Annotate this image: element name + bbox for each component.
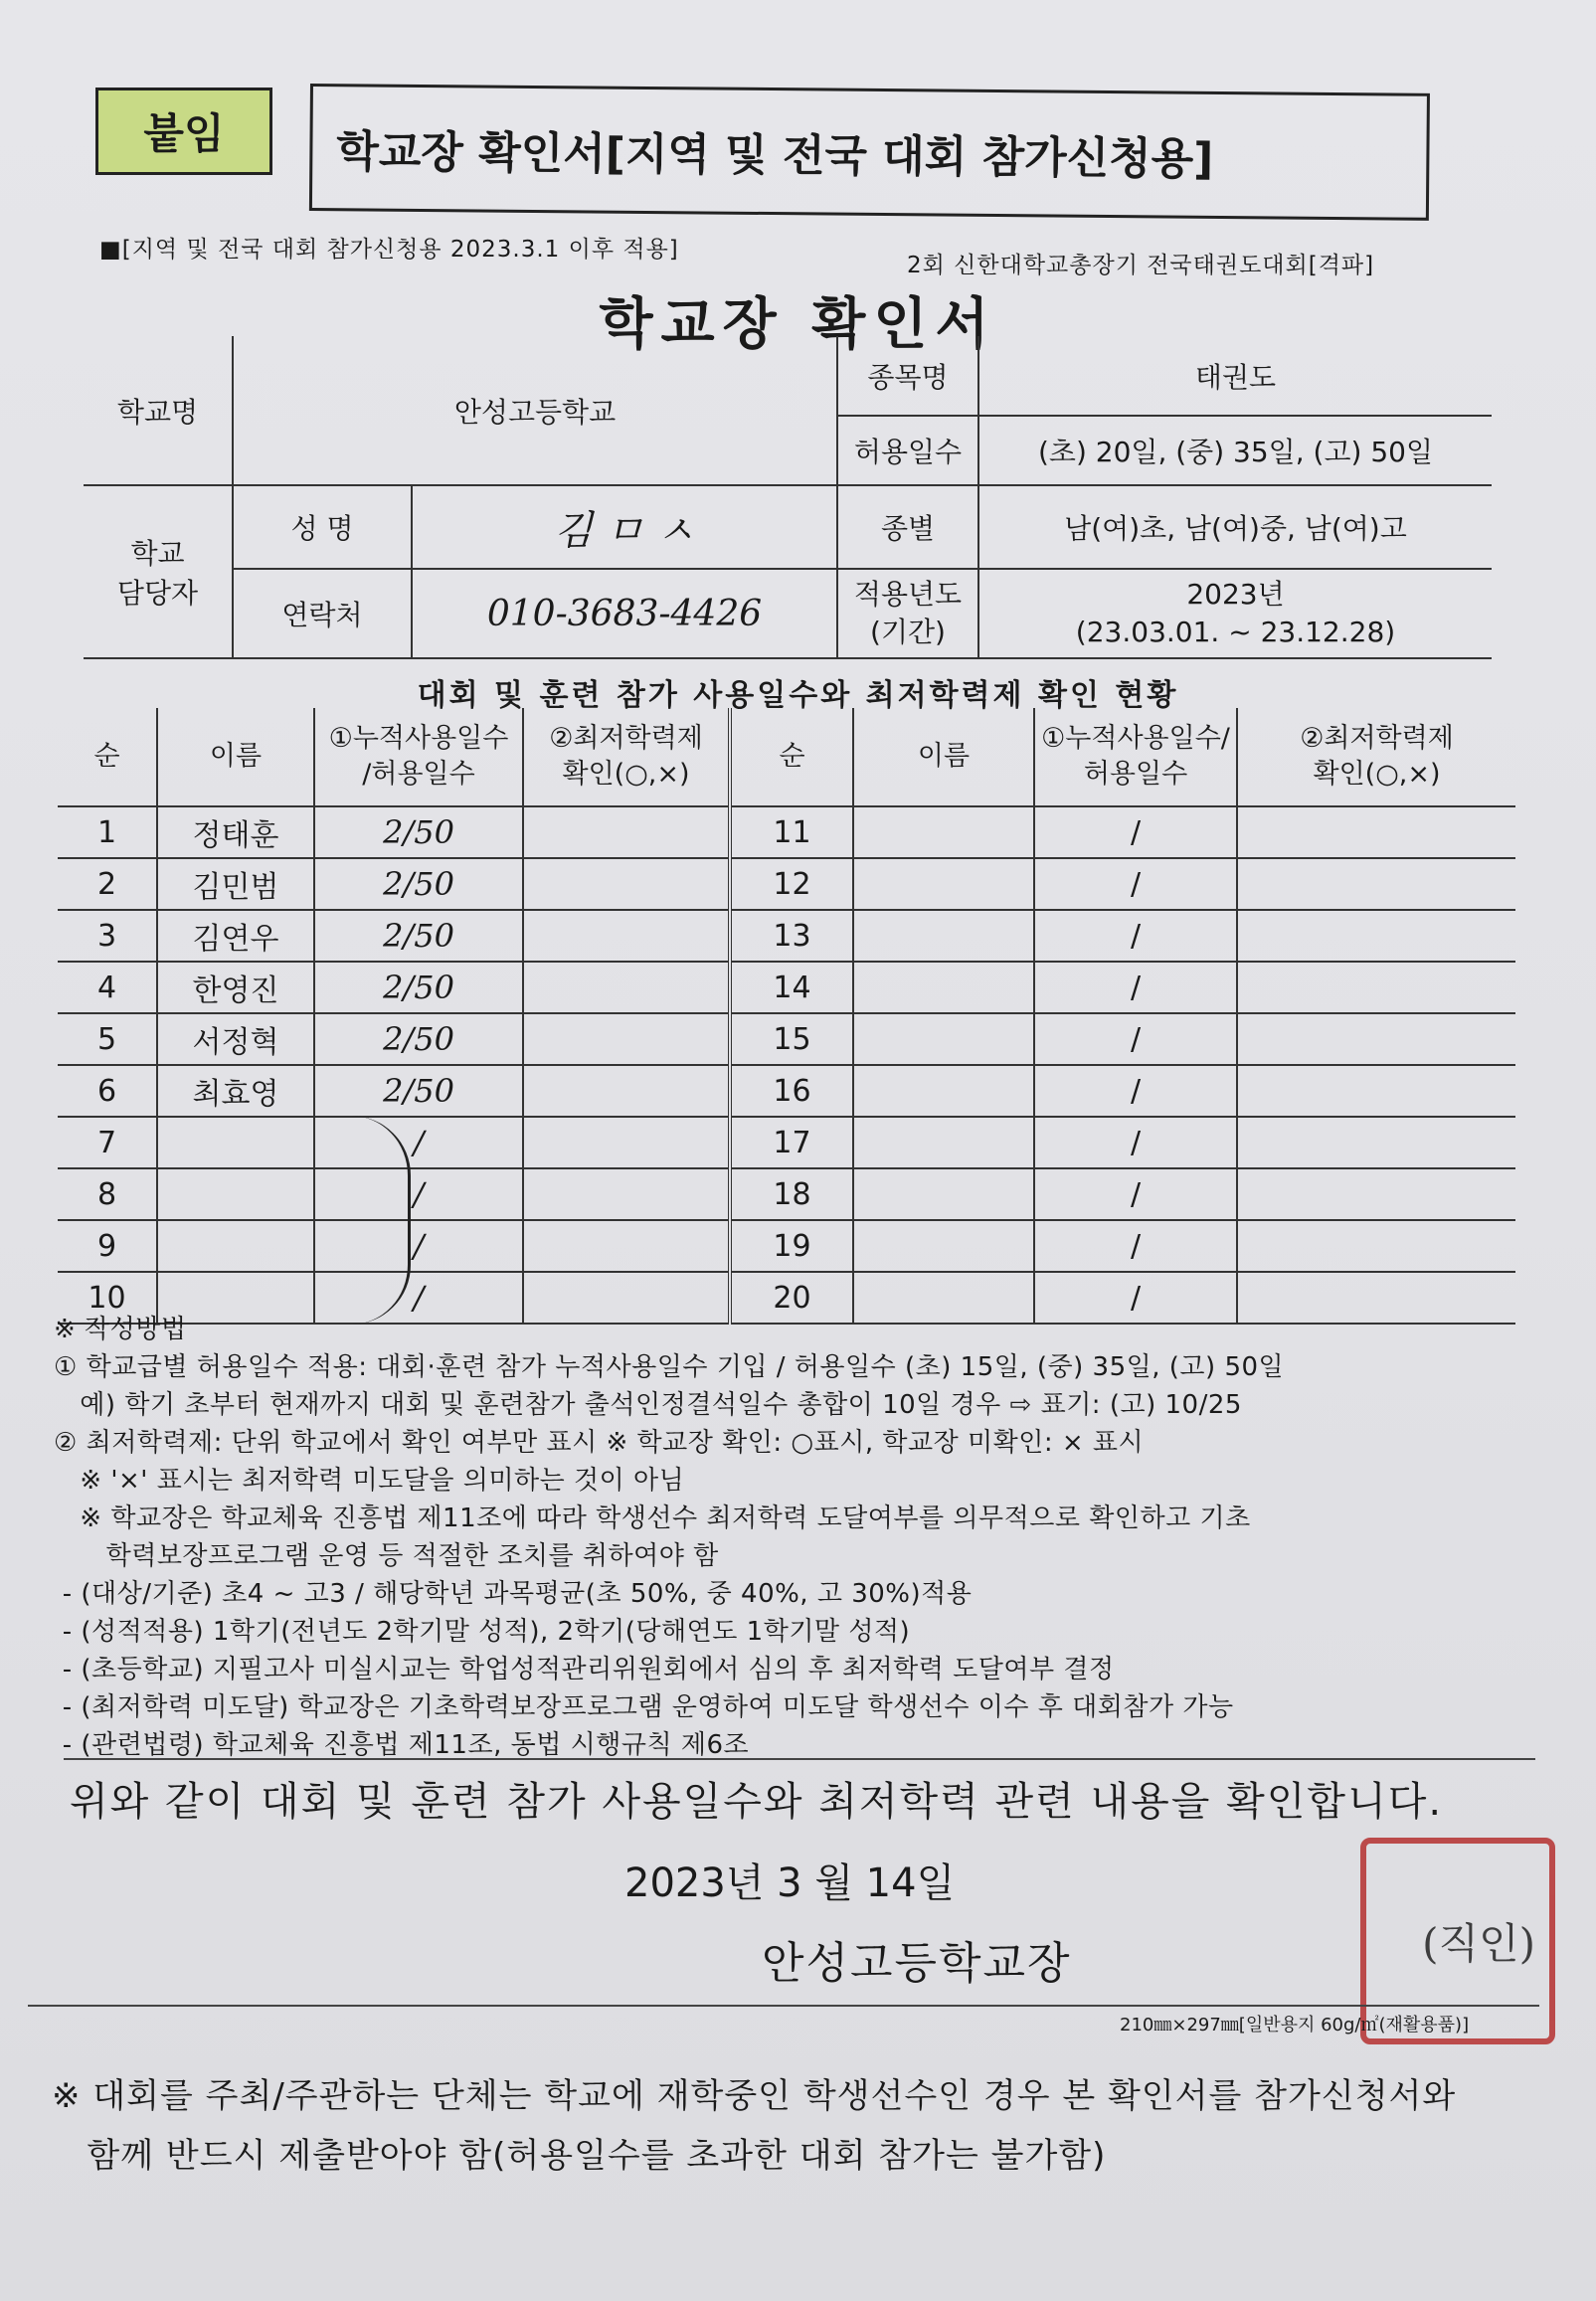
cell-check [523, 806, 730, 858]
cell-no-right: 15 [730, 1013, 853, 1065]
cell-days: 2/50 [314, 1013, 523, 1065]
cell-name: 서정혁 [157, 1013, 314, 1065]
cell-no: 1 [58, 806, 157, 858]
cell-no-right: 18 [730, 1168, 853, 1220]
divider-line [64, 1758, 1535, 1760]
table-row [58, 1220, 1515, 1272]
manager-label: 학교 담당자 [84, 485, 233, 658]
method-line: 학력보장프로그램 운영 등 적절한 조치를 취하여야 함 [54, 1541, 719, 1571]
document-heading: 학교장 확인서[지역 및 전국 대회 참가신청용] [309, 84, 1430, 221]
principal-title: 안성고등학교장 [762, 1938, 1072, 1989]
roster-table [58, 708, 1515, 1325]
sport-value: 태권도 [978, 336, 1492, 416]
table-row [58, 1013, 1515, 1065]
cell-no-right: 17 [730, 1117, 853, 1168]
divider-line-bottom [28, 2005, 1539, 2007]
header-days-right: ①누적사용일수/ 허용일수 [1034, 708, 1237, 806]
cell-check [523, 1117, 730, 1168]
cell-no-right: 20 [730, 1272, 853, 1324]
handwritten-bracket [328, 1116, 411, 1325]
method-line: 예) 학기 초부터 현재까지 대회 및 훈련참가 출석인정결석일수 총합이 10일 경우 ⇨ 표기: (고) 10/25 [54, 1390, 1242, 1420]
method-line: ※ 작성방법 [54, 1315, 187, 1344]
cell-name: 한영진 [157, 962, 314, 1013]
attachment-label: 붙임 [95, 88, 272, 175]
roster-body [58, 806, 1515, 1324]
cell-no: 4 [58, 962, 157, 1013]
allowed-days-value: (초) 20일, (중) 35일, (고) 50일 [978, 416, 1492, 485]
table-row [58, 910, 1515, 962]
table-row [58, 806, 1515, 858]
cell-name-right [853, 858, 1034, 910]
header-days: ①누적사용일수 /허용일수 [314, 708, 523, 806]
cell-no-right: 16 [730, 1065, 853, 1117]
cell-check-right [1237, 1013, 1515, 1065]
cell-name [157, 1117, 314, 1168]
cell-check-right [1237, 1168, 1515, 1220]
cell-name-right [853, 910, 1034, 962]
allowed-days-label: 허용일수 [837, 416, 978, 485]
cell-check [523, 1065, 730, 1117]
cell-check [523, 962, 730, 1013]
cell-check-right [1237, 806, 1515, 858]
table-row [58, 962, 1515, 1013]
method-line: ※ '×' 표시는 최저학력 미도달을 의미하는 것이 아님 [54, 1466, 685, 1496]
cell-days-right: / [1034, 962, 1237, 1013]
method-line: - (관련법령) 학교체육 진흥법 제11조, 동법 시행규칙 제6조 [54, 1730, 750, 1760]
cell-days: 2/50 [314, 1065, 523, 1117]
cell-check-right [1237, 858, 1515, 910]
confirmation-statement: 위와 같이 대회 및 훈련 참가 사용일수와 최저학력 관련 내용을 확인합니다. [70, 1779, 1444, 1825]
cell-days-right: / [1034, 1220, 1237, 1272]
school-info-table [84, 336, 1492, 659]
method-line: - (최저학력 미도달) 학교장은 기초학력보장프로그램 운영하여 미도달 학생선수 이수 후 대회참가 가능 [54, 1692, 1234, 1722]
cell-days-right: / [1034, 1272, 1237, 1324]
table-row [58, 1168, 1515, 1220]
category-value: 남(여)초, 남(여)중, 남(여)고 [978, 485, 1492, 569]
paper-spec: 210㎜×297㎜[일반용지 60g/㎡(재활용품)] [1120, 2015, 1470, 2036]
cell-name: 김연우 [157, 910, 314, 962]
cell-check [523, 910, 730, 962]
manager-name-signature: 김 ㅁ ㅅ [412, 485, 837, 569]
category-label: 종별 [837, 485, 978, 569]
cell-check-right [1237, 962, 1515, 1013]
header-no-right: 순 [730, 708, 853, 806]
method-line: ② 최저학력제: 단위 학교에서 확인 여부만 표시 ※ 학교장 확인: ○표시, 학교장 미확인: × 표시 [54, 1428, 1145, 1458]
manager-contact-label: 연락처 [233, 569, 412, 658]
year-value: 2023년 [1186, 578, 1285, 611]
cell-no: 7 [58, 1117, 157, 1168]
section-title: 대회 및 훈련 참가 사용일수와 최저학력제 확인 현황 [417, 678, 1179, 713]
event-name: 2회 신한대학교총장기 전국태권도대회[격파] [907, 253, 1375, 278]
cell-days-right: / [1034, 910, 1237, 962]
cell-no-right: 19 [730, 1220, 853, 1272]
cell-days-right: / [1034, 1168, 1237, 1220]
table-row [58, 1117, 1515, 1168]
cell-name [157, 1168, 314, 1220]
cell-days: 2/50 [314, 910, 523, 962]
applicability-note: ■[지역 및 전국 대회 참가신청용 2023.3.1 이후 적용] [99, 237, 679, 263]
cell-name-right [853, 806, 1034, 858]
cell-days: 2/50 [314, 962, 523, 1013]
cell-check [523, 1220, 730, 1272]
cell-no-right: 13 [730, 910, 853, 962]
cell-name: 김민범 [157, 858, 314, 910]
header-check-right: ②최저학력제 확인(○,×) [1237, 708, 1515, 806]
cell-check-right [1237, 1117, 1515, 1168]
method-line: - (초등학교) 지필고사 미실시교는 학업성적관리위원회에서 심의 후 최저학력 도달여부 결정 [54, 1655, 1115, 1684]
cell-days-right: / [1034, 1065, 1237, 1117]
cell-no-right: 14 [730, 962, 853, 1013]
manager-name-label: 성 명 [233, 485, 412, 569]
cell-name-right [853, 1013, 1034, 1065]
cell-no-right: 11 [730, 806, 853, 858]
cell-no: 6 [58, 1065, 157, 1117]
cell-no: 5 [58, 1013, 157, 1065]
method-line: - (대상/기준) 초4 ~ 고3 / 해당학년 과목평균(초 50%, 중 40%, 고 30%)적용 [54, 1579, 973, 1609]
page-title: 학교장 확인서 [599, 292, 997, 357]
cell-days: / [314, 1168, 523, 1220]
cell-days: / [314, 1272, 523, 1324]
header-name-right: 이름 [853, 708, 1034, 806]
table-row [58, 1065, 1515, 1117]
cell-days-right: / [1034, 1013, 1237, 1065]
cell-name-right [853, 1220, 1034, 1272]
year-label: 적용년도 (기간) [837, 569, 978, 658]
cell-name: 최효영 [157, 1065, 314, 1117]
cell-check-right [1237, 1220, 1515, 1272]
year-cell [978, 569, 1492, 658]
cell-name-right [853, 1065, 1034, 1117]
footer-line: ※ 대회를 주최/주관하는 단체는 학교에 재학중인 학생선수인 경우 본 확인서를 참가신청서와 [52, 2076, 1457, 2116]
cell-name: 정태훈 [157, 806, 314, 858]
submission-note [52, 2066, 1523, 2186]
cell-name-right [853, 962, 1034, 1013]
cell-name [157, 1220, 314, 1272]
method-line: ※ 학교장은 학교체육 진흥법 제11조에 따라 학생선수 최저학력 도달여부를 의무적으로 확인하고 기초 [54, 1504, 1251, 1533]
cell-name-right [853, 1117, 1034, 1168]
cell-days-right: / [1034, 1117, 1237, 1168]
cell-days: 2/50 [314, 806, 523, 858]
confirmation-date: 2023년 3 월 14일 [624, 1860, 956, 1906]
cell-days: / [314, 1220, 523, 1272]
cell-days: 2/50 [314, 858, 523, 910]
header-name: 이름 [157, 708, 314, 806]
cell-name-right [853, 1168, 1034, 1220]
cell-check-right [1237, 910, 1515, 962]
writing-method [54, 1311, 1545, 1764]
cell-days: / [314, 1117, 523, 1168]
method-line: - (성적적용) 1학기(전년도 2학기말 성적), 2학기(당해연도 1학기말 성적) [54, 1617, 911, 1647]
manager-contact-value: 010-3683-4426 [412, 569, 837, 658]
cell-days-right: / [1034, 806, 1237, 858]
cell-days-right: / [1034, 858, 1237, 910]
method-line: ① 학교급별 허용일수 적용: 대회·훈련 참가 누적사용일수 기입 / 허용일수 (초) 15일, (중) 35일, (고) 50일 [54, 1352, 1285, 1382]
sport-label: 종목명 [837, 336, 978, 416]
header-check: ②최저학력제 확인(○,×) [523, 708, 730, 806]
header-no: 순 [58, 708, 157, 806]
cell-check-right [1237, 1065, 1515, 1117]
seal-label: (직인) [1422, 1919, 1535, 1968]
footer-line: 함께 반드시 제출받아야 함(허용일수를 초과한 대회 참가는 불가함) [52, 2136, 1107, 2176]
cell-check [523, 858, 730, 910]
cell-no: 2 [58, 858, 157, 910]
school-name-label: 학교명 [84, 336, 233, 485]
cell-no-right: 12 [730, 858, 853, 910]
cell-check [523, 1168, 730, 1220]
cell-no: 9 [58, 1220, 157, 1272]
table-row [58, 858, 1515, 910]
cell-no: 8 [58, 1168, 157, 1220]
period-value: (23.03.01. ~ 23.12.28) [1075, 616, 1396, 648]
school-name-value: 안성고등학교 [233, 336, 837, 485]
cell-check [523, 1013, 730, 1065]
cell-no: 3 [58, 910, 157, 962]
cell-no: 10 [58, 1272, 157, 1324]
